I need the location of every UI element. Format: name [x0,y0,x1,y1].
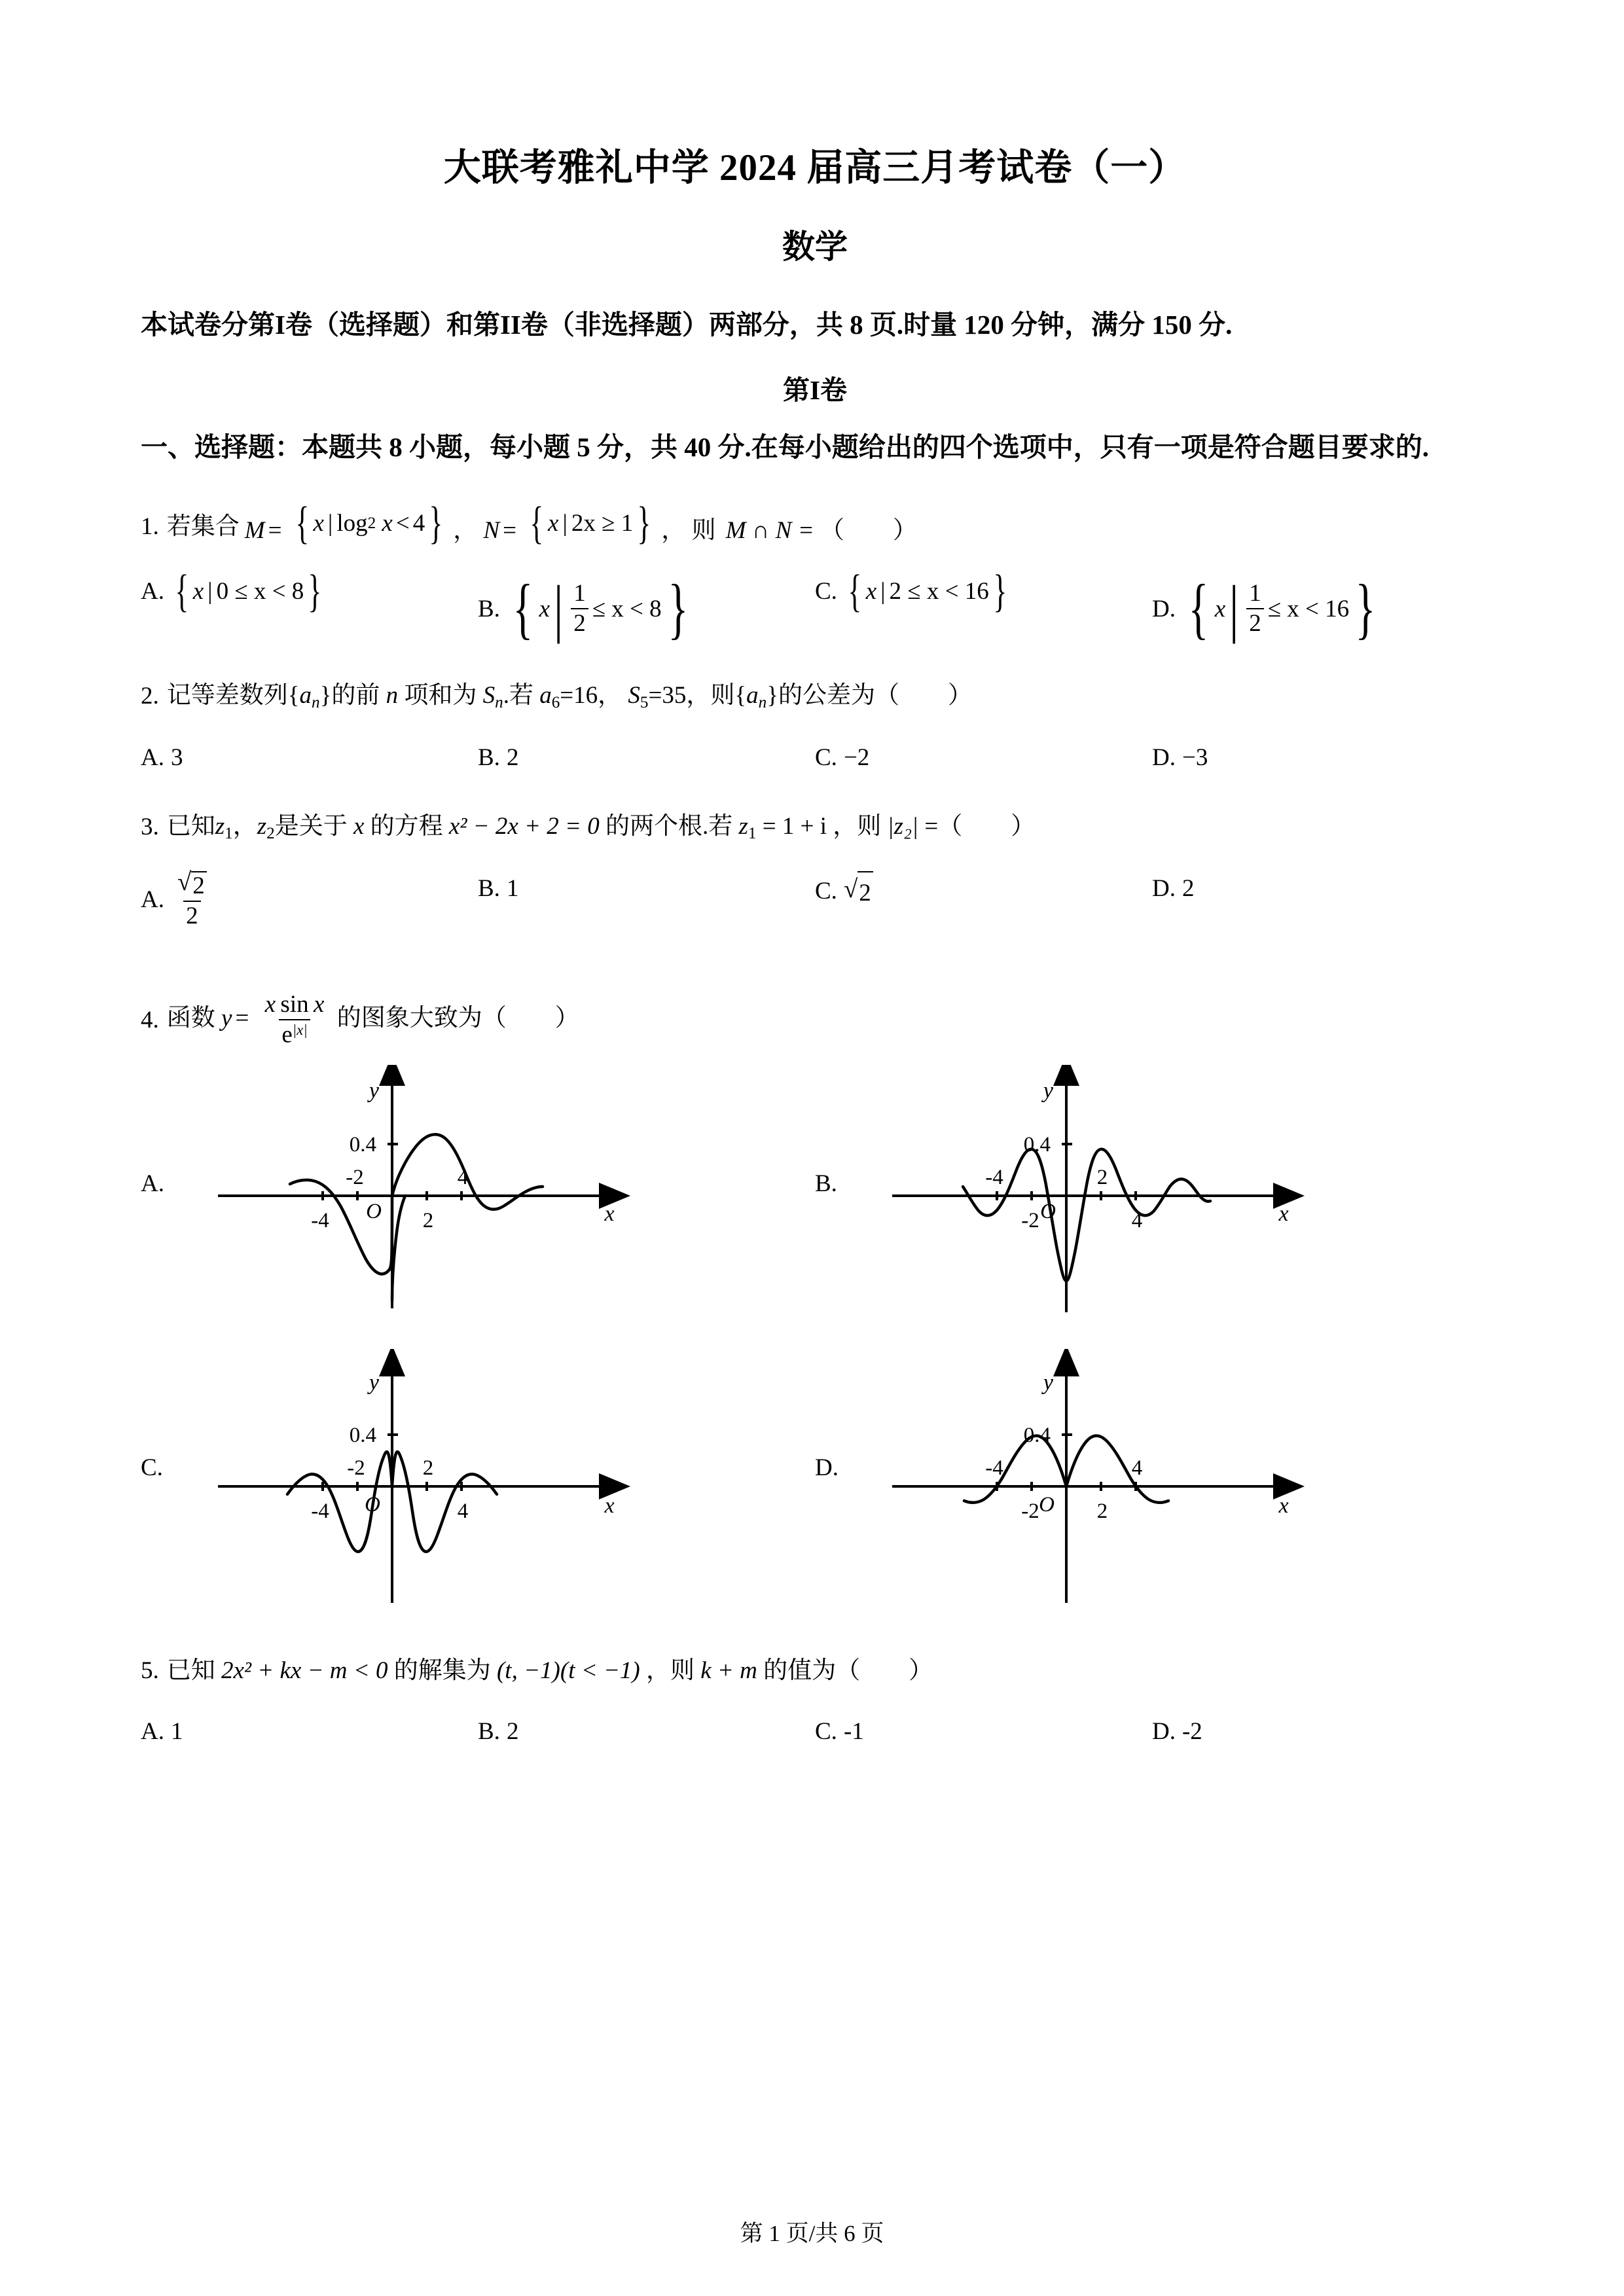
graph-option-D-label: D. [815,1454,839,1482]
graph-C-xtick--4: -4 [311,1499,329,1524]
question-4-stem: 函数 y = $\frac{\text{x sin x}}{e^{|x|}}$ 的图象大致为（ ） [166,990,579,1049]
option-1-D[interactable]: D. { x | $\frac{1}{2}$ ≤ x < 16 } [1152,571,1376,647]
question-1-lead: 若集合 [166,513,240,541]
option-2-B-value: 2 [506,744,519,771]
graph-D-origin-label: O [1039,1493,1055,1517]
option-5-A-label: A. [141,1718,164,1746]
graph-option-C[interactable] [141,1349,815,1611]
option-3-D[interactable] [1152,869,1489,908]
graph-option-D[interactable] [815,1349,1489,1611]
option-5-D-label: D. [1152,1718,1176,1746]
question-3-options [141,869,1489,929]
option-3-C-label: C. [815,877,837,905]
option-1-A[interactable]: A. { x | 0 ≤ x < 8 } [141,565,322,617]
graph-B-xtick--4: -4 [985,1166,1003,1190]
graph-B-xtick--2: -2 [1021,1209,1039,1233]
question-2-number: 2. [141,682,159,709]
graph-A-xtick--2: -2 [346,1166,364,1190]
question-5-options [141,1712,1489,1751]
question-4-graphs [141,1065,1489,1611]
option-2-C[interactable] [815,738,1152,777]
graph-C-xtick-4: 4 [457,1499,469,1524]
option-1-C[interactable]: C. { x | 2 ≤ x < 16 } [815,565,1007,617]
graph-D-xtick--4: -4 [985,1456,1003,1480]
option-1-A-label: A. [141,578,164,605]
graph-C-ylabel: y [369,1371,379,1395]
option-5-D[interactable] [1152,1712,1489,1751]
option-3-A[interactable] [141,869,478,929]
graph-D-ylabel: y [1043,1371,1053,1395]
option-3-B[interactable] [478,869,815,908]
option-2-D-label: D. [1152,744,1176,771]
question-3-number: 3. [141,814,159,841]
question-1-expression: M = { x | log 2 x < 4 } ， N = { x | 2x ≥ 1 } ， 则 M ∩ N = （ ） [244,497,917,548]
question-3 [141,807,1489,929]
graph-A-xtick-4: 4 [457,1166,469,1190]
option-2-B-label: B. [478,744,500,771]
graph-A-ylabel: y [369,1079,379,1103]
option-2-D-value: −3 [1182,744,1208,771]
option-3-C[interactable] [815,869,1152,912]
question-2-stem: 记等差数列$\{a_n\}$的前 n 项和为 $S_n$.若 a6=16， S5=35，则$\{a_n\}$的公差为（ ） [166,681,972,711]
option-2-A-label: A. [141,744,164,771]
question-4-number: 4. [141,1006,159,1033]
graph-option-A-label: A. [141,1170,164,1198]
option-3-A-label: A. [141,886,164,913]
graph-A-origin-label: O [366,1200,382,1224]
option-3-B-label: B. [478,875,500,903]
graph-B-origin-label: O [1040,1200,1056,1224]
option-1-D-label: D. [1152,595,1176,622]
graph-D-xlabel: x [1278,1494,1289,1518]
question-4 [141,992,1489,1611]
graph-option-A[interactable] [141,1065,815,1327]
graph-B-xtick-2: 2 [1096,1166,1108,1190]
graph-C-xlabel: x [604,1494,615,1518]
question-3-stem: 已知z1，z2是关于 x 的方程 x² − 2x + 2 = 0 的两个根.若 z1 = 1 + i ，则 |z₂| =（ ） [166,813,1036,843]
option-2-B[interactable] [478,738,815,777]
graph-D-svg [873,1349,1305,1611]
option-2-C-value: −2 [843,744,870,771]
option-2-D[interactable] [1152,738,1489,777]
subject-title: 数学 [782,228,848,265]
graph-A-svg [198,1065,630,1327]
question-1 [141,497,1489,647]
question-5 [141,1651,1489,1751]
option-2-A-value: 3 [170,744,183,771]
question-1-options [141,565,1489,647]
graph-C-svg [198,1349,630,1611]
option-3-C-value: √ 2 [844,869,873,912]
graph-A-xlabel: x [604,1202,615,1227]
page-content [141,0,1489,1751]
option-2-A[interactable] [141,738,478,777]
option-5-A-value: 1 [170,1718,183,1746]
graph-B-xtick-4: 4 [1131,1209,1143,1233]
question-5-stem: 已知 2x² + kx − m < 0 的解集为 (t, −1)(t < −1) ，则 k + m 的值为（ ） [166,1657,933,1685]
option-3-D-label: D. [1152,875,1176,903]
exam-instructions: 本试卷分第I卷（选择题）和第II卷（非选择题）两部分，共 8 页.时量 120 分钟，满分 150 分. [141,310,1233,340]
graph-option-B-label: B. [815,1170,837,1198]
option-1-B[interactable]: B. { x | $\frac{1}{2}$ ≤ x < 8 } [478,571,688,647]
graph-option-B[interactable] [815,1065,1489,1327]
page-title: 大联考雅礼中学 2024 届高三月考试卷（一） [443,147,1187,188]
option-5-B-value: 2 [506,1718,519,1746]
option-2-C-label: C. [815,744,837,771]
graph-D-xtick-4: 4 [1131,1456,1143,1480]
graph-C-origin-label: O [365,1493,380,1517]
section-heading: 第I卷 [783,374,847,405]
graph-C-xtick-2: 2 [422,1456,434,1480]
option-5-D-value: -2 [1182,1718,1202,1746]
graph-A-xtick--4: -4 [311,1209,329,1233]
question-5-number: 5. [141,1657,159,1685]
option-5-C[interactable] [815,1712,1152,1751]
question-1-number: 1. [141,513,159,541]
section-note: 一、选择题：本题共 8 小题，每小题 5 分，共 40 分.在每小题给出的四个选项中，只有一项是符合题目要求的. [141,431,1429,462]
option-5-B-label: B. [478,1718,500,1746]
graph-D-xtick-2: 2 [1096,1499,1108,1524]
option-1-B-label: B. [478,595,500,622]
option-5-B[interactable] [478,1712,815,1751]
graph-B-ytick-0.4: 0.4 [1023,1133,1051,1157]
option-3-B-value: 1 [506,875,519,903]
graph-option-C-label: C. [141,1454,163,1482]
graph-B-xlabel: x [1278,1202,1289,1227]
option-5-A[interactable] [141,1712,478,1751]
graph-A-ytick-0.4: 0.4 [349,1133,376,1157]
question-2 [141,676,1489,777]
option-5-C-value: -1 [843,1718,864,1746]
option-3-A-value: √ 2 2 [175,869,209,929]
option-5-C-label: C. [815,1718,837,1746]
graph-C-xtick--2: -2 [347,1456,365,1480]
graph-B-svg [873,1065,1305,1327]
option-3-D-value: 2 [1182,875,1195,903]
graph-A-xtick-2: 2 [422,1209,434,1233]
page-footer: 第 1 页/共 6 页 [740,2221,884,2246]
option-1-C-label: C. [815,578,837,605]
graph-D-ytick-0.4: 0.4 [1023,1424,1051,1448]
graph-D-xtick--2: -2 [1021,1499,1039,1524]
graph-C-ytick-0.4: 0.4 [349,1424,376,1448]
question-2-options [141,738,1489,777]
graph-B-ylabel: y [1043,1079,1053,1103]
